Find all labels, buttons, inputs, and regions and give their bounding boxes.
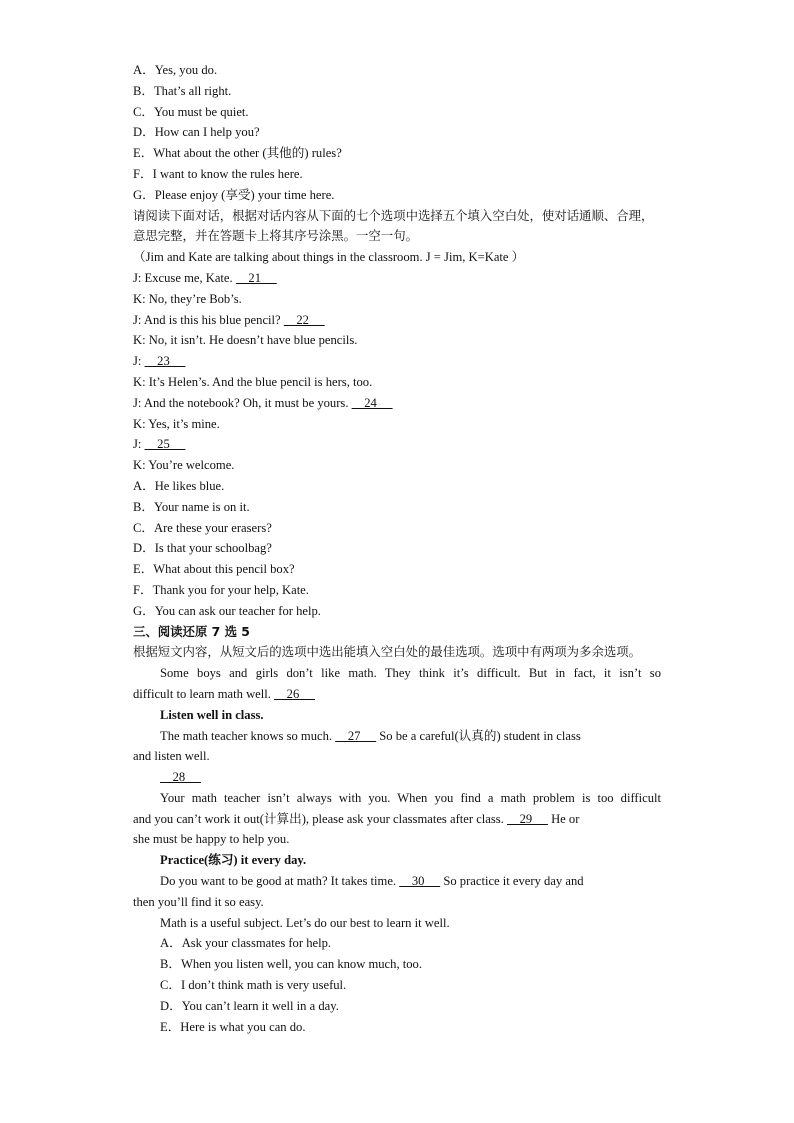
blank-21: 21 <box>235 270 277 285</box>
passage-line <box>133 767 661 788</box>
passage-line: Some boys and girls don’t like math. They think it’s difficult. But in fact, it isn’t so <box>160 666 661 681</box>
dialogue-text: J: And is this his blue pencil? <box>133 312 284 327</box>
dialogue-text: J: And the notebook? Oh, it must be yours. <box>133 395 352 410</box>
passage-text: So practice it every day and <box>440 874 584 889</box>
option-d: D．How can I help you? <box>133 125 260 140</box>
blank-28: 28 <box>160 770 201 785</box>
passage-subheading: Practice(练习) it every day. <box>160 853 307 868</box>
section-heading: 三、阅读还原 7 选 5 <box>133 623 250 639</box>
option-g: G．Please enjoy (享受) your time here. <box>133 187 335 202</box>
dialogue-line <box>133 434 661 455</box>
blank-22: 22 <box>283 312 325 327</box>
passage-line <box>133 809 661 830</box>
passage-line <box>133 871 661 892</box>
blank-30: 30 <box>399 874 441 889</box>
dialogue-option-d: D．Is that your schoolbag? <box>133 541 272 556</box>
dialogue-text: J: Excuse me, Kate. <box>133 270 236 285</box>
passage-option-a: A．Ask your classmates for help. <box>160 936 332 951</box>
dialogue-instruction: 请阅读下面对话，根据对话内容从下面的七个选项中选择五个填入空白处，使对话通顺、合理，意思完整，并在答题卡上将其序号涂黑。一空一句。 <box>133 207 654 244</box>
passage-line: she must be happy to help you. <box>133 832 290 847</box>
passage-option-c: C．I don’t think math is very useful. <box>160 978 347 993</box>
dialogue-option-g: G．You can ask our teacher for help. <box>133 603 321 618</box>
dialogue-option-a: A．He likes blue. <box>133 478 225 493</box>
passage-text: He or <box>547 811 580 826</box>
passage-line <box>133 684 661 705</box>
dialogue-text: K: It’s Helen’s. And the blue pencil is hers, too. <box>133 374 373 389</box>
passage-line: Your math teacher isn’t always with you. When you find a math problem is too difficult <box>160 790 661 805</box>
passage-line: then you’ll find it so easy. <box>133 894 264 909</box>
document-content <box>133 60 661 1037</box>
blank-29: 29 <box>506 811 548 826</box>
dialogue-text: K: No, they’re Bob’s. <box>133 291 242 306</box>
dialogue-line <box>133 414 661 435</box>
option-e: E．What about the other (其他的) rules? <box>133 146 342 161</box>
passage-line <box>133 726 661 747</box>
dialogue-text: K: No, it isn’t. He doesn’t have blue pencils. <box>133 333 358 348</box>
dialogue-option-f: F．Thank you for your help, Kate. <box>133 582 309 597</box>
passage-option-e: E．Here is what you can do. <box>160 1019 306 1034</box>
dialogue-option-b: B．Your name is on it. <box>133 499 250 514</box>
blank-26: 26 <box>274 686 315 701</box>
passage-line: Math is a useful subject. Let’s do our best to learn it well. <box>160 915 450 930</box>
blank-24: 24 <box>351 395 393 410</box>
passage-option-d: D．You can’t learn it well in a day. <box>160 998 339 1013</box>
option-b: B．That’s all right. <box>133 83 232 98</box>
dialogue-line <box>133 310 661 331</box>
passage-text: and you can’t work it out(计算出), please ask your classmates after class. <box>133 811 507 826</box>
passage-text: The math teacher knows so much. <box>160 728 336 743</box>
dialogue-line <box>133 393 661 414</box>
dialogue-line <box>133 289 661 310</box>
passage-option-b: B．When you listen well, you can know much, too. <box>160 957 422 972</box>
dialogue-line <box>133 330 661 351</box>
option-c: C．You must be quiet. <box>133 104 249 119</box>
passage-subheading: Listen well in class. <box>160 707 264 722</box>
blank-23: 23 <box>144 354 186 369</box>
dialogue-text: J: <box>133 437 145 452</box>
dialogue-text: J: <box>133 354 145 369</box>
passage-text: So be a careful(认真的) student in class <box>376 728 581 743</box>
dialogue-option-e: E．What about this pencil box? <box>133 562 295 577</box>
option-a: A．Yes, you do. <box>133 63 218 77</box>
dialogue-text: K: Yes, it’s mine. <box>133 416 220 431</box>
passage-text: difficult to learn math well. <box>133 686 275 701</box>
dialogue-text: K: You’re welcome. <box>133 458 235 473</box>
option-f: F．I want to know the rules here. <box>133 166 303 181</box>
section-instruction: 根据短文内容，从短文后的选项中选出能填入空白处的最佳选项。选项中有两项为多余选项。 <box>133 644 642 660</box>
blank-25: 25 <box>144 437 186 452</box>
blank-27: 27 <box>335 728 377 743</box>
dialogue-line <box>133 351 661 372</box>
dialogue-line <box>133 268 661 289</box>
passage-line: and listen well. <box>133 749 210 764</box>
dialogue-line <box>133 455 661 476</box>
dialogue-option-c: C．Are these your erasers? <box>133 520 272 535</box>
passage-text: Do you want to be good at math? It takes time. <box>160 874 400 889</box>
dialogue-line <box>133 372 661 393</box>
dialogue-context: （Jim and Kate are talking about things in the classroom. J = Jim, K=Kate ） <box>133 250 525 265</box>
